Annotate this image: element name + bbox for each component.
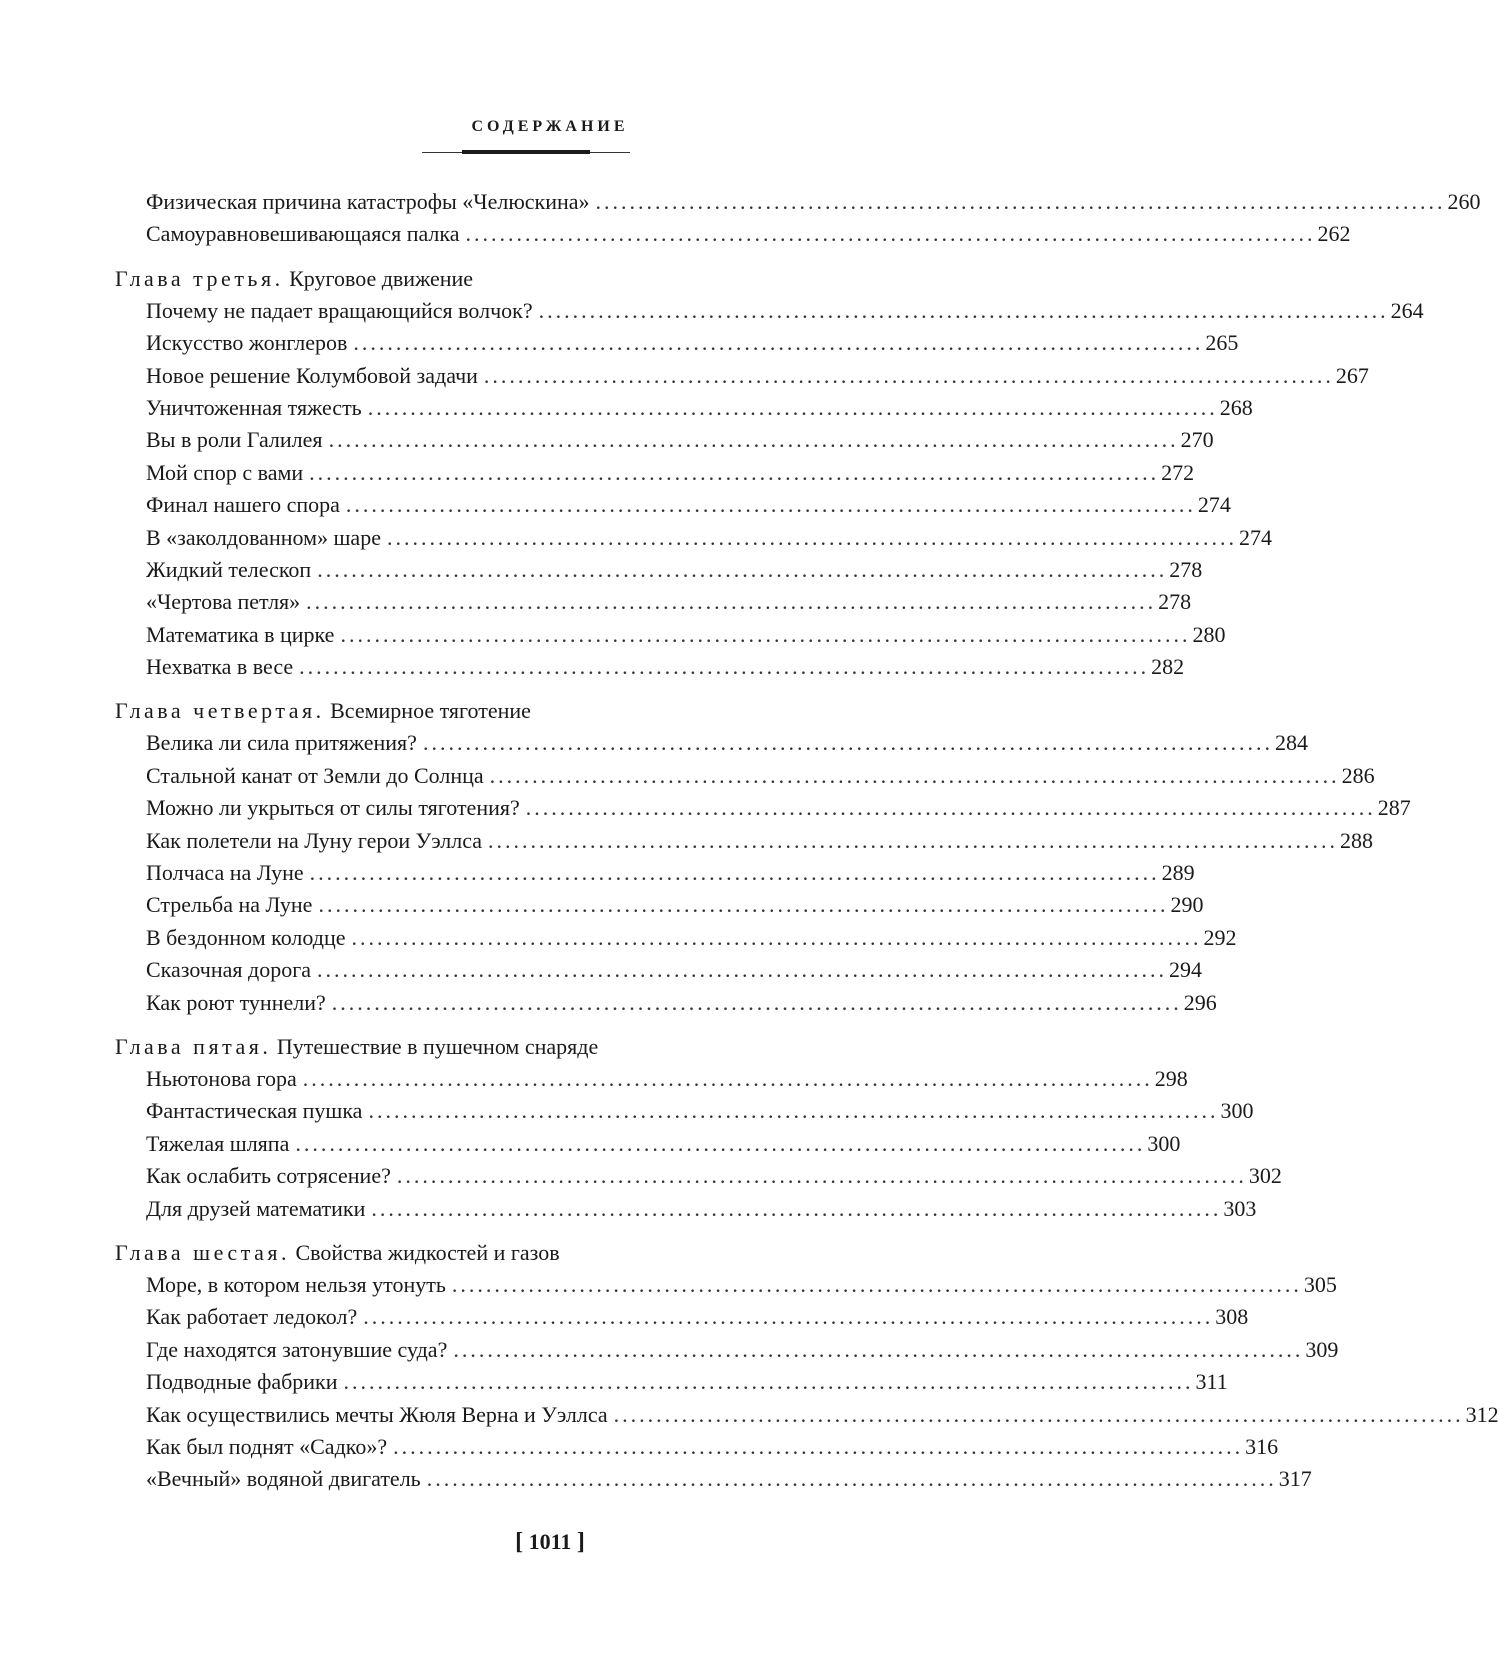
page-number — [0, 1529, 1100, 1556]
dot-leader: .................................................................................................... — [331, 989, 1182, 1015]
entry-title: Как полетели на Луну герои Уэллса — [146, 827, 483, 853]
entry-title: Как роют туннели? — [146, 989, 326, 1015]
table-of-contents — [0, 186, 1499, 1496]
toc-entry — [146, 424, 1214, 456]
entry-page-number: 296 — [1183, 989, 1217, 1015]
dot-leader: .................................................................................................... — [351, 924, 1202, 950]
toc-entry — [146, 1269, 1337, 1301]
dot-leader: .................................................................................................... — [306, 589, 1157, 615]
entry-title: Где находятся затонувшие суда? — [146, 1336, 448, 1362]
entry-title: Полчаса на Луне — [146, 860, 304, 886]
dot-leader: .................................................................................................... — [483, 362, 1334, 388]
entry-page-number: 308 — [1215, 1304, 1249, 1330]
chapter-label: Глава шестая. — [115, 1239, 290, 1265]
entry-page-number: 298 — [1154, 1065, 1188, 1091]
folio-right-bracket: ] — [576, 1529, 585, 1555]
entry-title: Почему не падает вращающийся волчок? — [146, 297, 533, 323]
dot-leader: .................................................................................................... — [318, 892, 1169, 918]
dot-leader: .................................................................................................... — [538, 297, 1389, 323]
entry-page-number: 278 — [1169, 556, 1203, 582]
entry-title: Финал нашего спора — [146, 492, 340, 518]
entry-title: Вы в роли Галилея — [146, 427, 323, 453]
dot-leader: .................................................................................................... — [451, 1271, 1302, 1297]
dot-leader: .................................................................................................... — [595, 189, 1446, 214]
dot-leader: .................................................................................................... — [488, 827, 1339, 853]
entry-title: Как осуществились мечты Жюля Верна и Уэллса — [146, 1401, 608, 1427]
entry-title: Стальной канат от Земли до Солнца — [146, 762, 484, 788]
entry-page-number: 260 — [1447, 189, 1481, 214]
toc-entry — [146, 218, 1351, 250]
entry-title: Физическая причина катастрофы «Челюскина» — [146, 189, 590, 214]
entry-title: Можно ли укрыться от силы тяготения? — [146, 795, 520, 821]
entry-page-number: 287 — [1377, 795, 1411, 821]
dot-leader: .................................................................................................... — [343, 1369, 1194, 1395]
dot-leader: .................................................................................................... — [465, 221, 1316, 247]
running-head: СОДЕРЖАНИЕ — [471, 118, 629, 135]
chapter-heading — [115, 1237, 1100, 1269]
dot-leader: .................................................................................................... — [302, 1065, 1153, 1091]
entry-page-number: 264 — [1390, 297, 1424, 323]
toc-entry — [146, 457, 1195, 489]
dot-leader: .................................................................................................... — [353, 330, 1204, 356]
toc-entry — [146, 489, 1231, 521]
entry-title: В бездонном колодце — [146, 924, 346, 950]
toc-entry — [146, 1399, 1499, 1431]
dot-leader: .................................................................................................... — [489, 762, 1340, 788]
entry-title: Велика ли сила притяжения? — [146, 730, 417, 756]
dot-leader: .................................................................................................... — [386, 524, 1237, 550]
toc-entry — [146, 1334, 1339, 1366]
entry-title: «Вечный» водяной двигатель — [146, 1466, 421, 1492]
chapter-section — [0, 695, 1411, 1019]
entry-title: Мой спор с вами — [146, 459, 304, 485]
entry-page-number: 303 — [1223, 1195, 1257, 1221]
toc-entry — [146, 954, 1202, 986]
entry-page-number: 274 — [1197, 492, 1231, 518]
chapter-name: Всемирное тяготение — [330, 698, 531, 724]
toc-entry — [146, 619, 1226, 651]
entry-page-number: 278 — [1158, 589, 1192, 615]
entry-page-number: 262 — [1317, 221, 1351, 247]
toc-entry — [146, 825, 1374, 857]
entry-title: Самоуравновешивающаяся палка — [146, 221, 460, 247]
entry-page-number: 274 — [1238, 524, 1272, 550]
entry-title: Нехватка в весе — [146, 654, 294, 680]
entry-page-number: 267 — [1335, 362, 1369, 388]
dot-leader: .................................................................................................... — [309, 860, 1160, 886]
chapter-name: Путешествие в пушечном снаряде — [276, 1033, 599, 1059]
chapter-name: Круговое движение — [289, 265, 474, 291]
dot-leader: .................................................................................................... — [613, 1401, 1464, 1427]
chapter-name: Свойства жидкостей и газов — [295, 1239, 560, 1265]
dot-leader: .................................................................................................... — [309, 459, 1160, 485]
chapter-label: Глава четвертая. — [115, 698, 325, 724]
dot-leader: .................................................................................................... — [426, 1466, 1277, 1492]
entry-title: В «заколдованном» шаре — [146, 524, 381, 550]
dot-leader: .................................................................................................... — [453, 1336, 1304, 1362]
entry-page-number: 272 — [1161, 459, 1195, 485]
entry-title: Как был поднят «Садко»? — [146, 1433, 388, 1459]
toc-entry — [146, 1301, 1249, 1333]
entry-page-number: 305 — [1303, 1271, 1337, 1297]
entry-title: Стрельба на Луне — [146, 892, 313, 918]
entry-page-number: 294 — [1169, 957, 1202, 983]
intro-entries — [0, 186, 1481, 251]
entry-page-number: 316 — [1245, 1433, 1279, 1459]
toc-entry — [146, 857, 1195, 889]
dot-leader: .................................................................................................... — [295, 1130, 1146, 1156]
toc-entry — [146, 1160, 1282, 1192]
entry-page-number: 300 — [1147, 1130, 1181, 1156]
entry-page-number: 311 — [1195, 1369, 1228, 1395]
entry-page-number: 292 — [1203, 924, 1237, 950]
chapter-list — [0, 263, 1499, 1496]
dot-leader: .................................................................................................... — [393, 1433, 1244, 1459]
entry-page-number: 312 — [1465, 1401, 1499, 1427]
entry-page-number: 300 — [1220, 1098, 1254, 1124]
dot-leader: .................................................................................................... — [299, 654, 1150, 680]
toc-entry — [146, 186, 1481, 218]
entry-title: Для друзей математики — [146, 1195, 366, 1221]
entry-title: Как работает ледокол? — [146, 1304, 358, 1330]
chapter-label: Глава пятая. — [115, 1033, 272, 1059]
entry-page-number: 284 — [1274, 730, 1308, 756]
entry-title: Новое решение Колумбовой задачи — [146, 362, 478, 388]
toc-entry — [146, 586, 1192, 618]
entry-page-number: 280 — [1192, 621, 1226, 647]
dot-leader: .................................................................................................... — [328, 427, 1179, 453]
toc-entry — [146, 1366, 1228, 1398]
toc-entry — [146, 651, 1185, 683]
entry-page-number: 265 — [1205, 330, 1239, 356]
chapter-section — [0, 1031, 1282, 1225]
entry-title: Уничтоженная тяжесть — [146, 394, 362, 420]
entry-title: Фантастическая пушка — [146, 1098, 363, 1124]
chapter-heading — [115, 695, 1100, 727]
dot-leader: .................................................................................................... — [340, 621, 1191, 647]
entry-title: Математика в цирке — [146, 621, 335, 647]
chapter-section — [0, 263, 1424, 684]
toc-entry — [146, 1463, 1312, 1495]
entry-title: Сказочная дорога — [146, 957, 311, 983]
toc-entry — [146, 727, 1308, 759]
folio-number: 1011 — [528, 1529, 572, 1554]
entry-title: Тяжелая шляпа — [146, 1130, 290, 1156]
entry-page-number: 290 — [1170, 892, 1204, 918]
entry-page-number: 302 — [1248, 1163, 1282, 1189]
toc-entry — [146, 987, 1217, 1019]
dot-leader: .................................................................................................... — [525, 795, 1376, 821]
toc-entry — [146, 522, 1272, 554]
entry-page-number: 268 — [1219, 394, 1253, 420]
toc-entry — [146, 1193, 1257, 1225]
entry-title: Море, в котором нельзя утонуть — [146, 1271, 446, 1297]
toc-entry — [146, 792, 1411, 824]
entry-title: «Чертова петля» — [146, 589, 301, 615]
entry-page-number: 309 — [1305, 1336, 1339, 1362]
dot-leader: .................................................................................................... — [363, 1304, 1214, 1330]
chapter-section — [0, 1237, 1499, 1496]
toc-entry — [146, 1431, 1279, 1463]
entry-page-number: 317 — [1278, 1466, 1312, 1492]
entry-title: Ньютонова гора — [146, 1065, 297, 1091]
dot-leader: .................................................................................................... — [371, 1195, 1222, 1221]
toc-entry — [146, 760, 1375, 792]
toc-entry — [146, 889, 1204, 921]
dot-leader: .................................................................................................... — [422, 730, 1273, 756]
toc-entry — [146, 360, 1369, 392]
chapter-heading — [115, 263, 1100, 295]
dot-leader: .................................................................................................... — [345, 492, 1196, 518]
entry-title: Жидкий телескоп — [146, 556, 312, 582]
toc-entry — [146, 922, 1237, 954]
entry-page-number: 270 — [1180, 427, 1214, 453]
toc-entry — [146, 1063, 1188, 1095]
chapter-label: Глава третья. — [115, 265, 284, 291]
toc-entry — [146, 554, 1203, 586]
head-rule-accent — [462, 150, 590, 154]
dot-leader: .................................................................................................... — [317, 556, 1168, 582]
folio-left-bracket: [ — [515, 1529, 524, 1555]
entry-title: Подводные фабрики — [146, 1369, 338, 1395]
toc-entry — [146, 1095, 1254, 1127]
entry-title: Искусство жонглеров — [146, 330, 348, 356]
dot-leader: .................................................................................................... — [317, 957, 1167, 983]
dot-leader: .................................................................................................... — [367, 394, 1218, 420]
dot-leader: .................................................................................................... — [396, 1163, 1247, 1189]
toc-entry — [146, 327, 1239, 359]
entry-page-number: 288 — [1340, 827, 1374, 853]
toc-entry — [146, 1128, 1181, 1160]
entry-page-number: 289 — [1161, 860, 1195, 886]
dot-leader: .................................................................................................... — [368, 1098, 1219, 1124]
entry-title: Как ослабить сотрясение? — [146, 1163, 391, 1189]
entry-page-number: 282 — [1151, 654, 1185, 680]
entry-page-number: 286 — [1341, 762, 1375, 788]
chapter-heading — [115, 1031, 1100, 1063]
toc-entry — [146, 295, 1424, 327]
toc-entry — [146, 392, 1253, 424]
